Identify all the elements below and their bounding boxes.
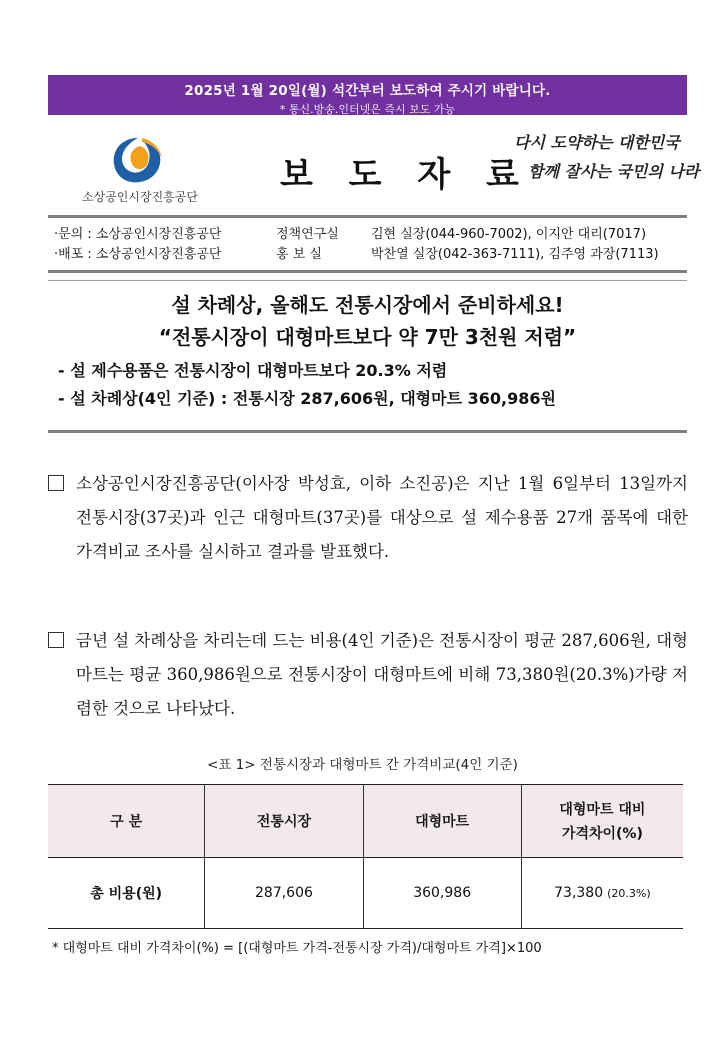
table-header-diff-line2: 가격차이(%) xyxy=(561,826,643,842)
table-footnote: * 대형마트 대비 가격차이(%) = [(대형마트 가격-전통시장 가격)/대형마트 가격]×100 xyxy=(52,941,542,956)
table-cell-mart: 360,986 xyxy=(363,858,521,929)
org-logo xyxy=(70,130,210,210)
table-row xyxy=(48,858,683,929)
contact-divider xyxy=(48,270,687,273)
org-emblem-icon xyxy=(108,134,168,186)
paragraph-text: 금년 설 차례상을 차리는데 드는 비용(4인 기준)은 전통시장이 평균 287,606원, 대형마트는 평균 360,986원으로 전통시장이 대형마트에 비해 73,380원(20.3%)가량 저렴한 것으로 나타났다. xyxy=(76,631,688,718)
diff-value: 73,380 xyxy=(554,885,604,901)
headline-title-2: “전통시장이 대형마트보다 약 7만 3천원 저렴” xyxy=(158,325,577,349)
paragraph-text: 소상공인시장진흥공단(이사장 박성효, 이하 소진공)은 지난 1월 6일부터 13일까지 전통시장(37곳)과 인근 대형마트(37곳)를 대상으로 설 제수용품 27개 품목에 대한 가격비교 조사를 실시하고 결과를 발표했다. xyxy=(76,474,688,561)
table-header-traditional: 전통시장 xyxy=(205,785,363,858)
contact-info xyxy=(54,225,687,265)
table-header-mart: 대형마트 xyxy=(363,785,521,858)
contact-row-inquiry xyxy=(54,225,687,245)
body-paragraph-1 xyxy=(48,467,688,569)
contact-people: 박찬열 실장(042-363-7111), 김주영 과장(7113) xyxy=(371,247,659,262)
price-comparison-table xyxy=(48,784,683,929)
table-cell-label: 총 비용(원) xyxy=(48,858,205,929)
embargo-notice: 2025년 1월 20일(월) 석간부터 보도하여 주시기 바랍니다. xyxy=(184,83,551,99)
slogan-line-1: 다시 도약하는 대한민국 xyxy=(514,133,680,152)
body-paragraph-2 xyxy=(48,624,688,726)
contact-row-distribution xyxy=(54,245,687,265)
headline-subtitle-1: - 설 제수용품은 전통시장이 대형마트보다 20.3% 저렴 xyxy=(58,361,448,380)
table-cell-traditional: 287,606 xyxy=(205,858,363,929)
contact-label: ·문의 : 소상공인시장진흥공단 xyxy=(54,227,222,242)
checkbox-bullet-icon xyxy=(48,632,64,648)
table-header-diff xyxy=(521,785,683,858)
slogan-line-2: 함께 잘사는 국민의 나라 xyxy=(528,162,700,181)
headline-box xyxy=(48,289,687,413)
embargo-banner xyxy=(48,75,687,115)
headline-title-1: 설 차례상, 올해도 전통시장에서 준비하세요! xyxy=(171,293,564,317)
table-caption: <표 1> 전통시장과 대형마트 간 가격비교(4인 기준) xyxy=(207,757,518,773)
checkbox-bullet-icon xyxy=(48,475,64,491)
contact-label: ·배포 : 소상공인시장진흥공단 xyxy=(54,247,222,262)
contact-people: 김현 실장(044-960-7002), 이지안 대리(7017) xyxy=(371,227,647,242)
headline-subtitle-2: - 설 차례상(4인 기준) : 전통시장 287,606원, 대형마트 360,986원 xyxy=(58,389,556,408)
headline-top-rule xyxy=(48,280,687,281)
table-cell-diff xyxy=(521,858,683,929)
org-name: 소상공인시장진흥공단 xyxy=(82,190,198,204)
table-header-category: 구 분 xyxy=(48,785,205,858)
press-release-title: 보 도 자 료 xyxy=(280,155,531,195)
table-header-diff-line1: 대형마트 대비 xyxy=(559,802,646,818)
diff-percent: (20.3%) xyxy=(607,887,651,900)
slogan-calligraphy xyxy=(514,130,700,200)
embargo-subnote: * 통신.방송.인터넷은 즉시 보도 가능 xyxy=(279,103,456,116)
contact-dept: 정책연구실 xyxy=(276,227,339,242)
table-header-row xyxy=(48,785,683,858)
headline-bottom-rule xyxy=(48,430,687,433)
contact-dept: 홍 보 실 xyxy=(276,247,322,262)
header-divider xyxy=(48,215,687,218)
